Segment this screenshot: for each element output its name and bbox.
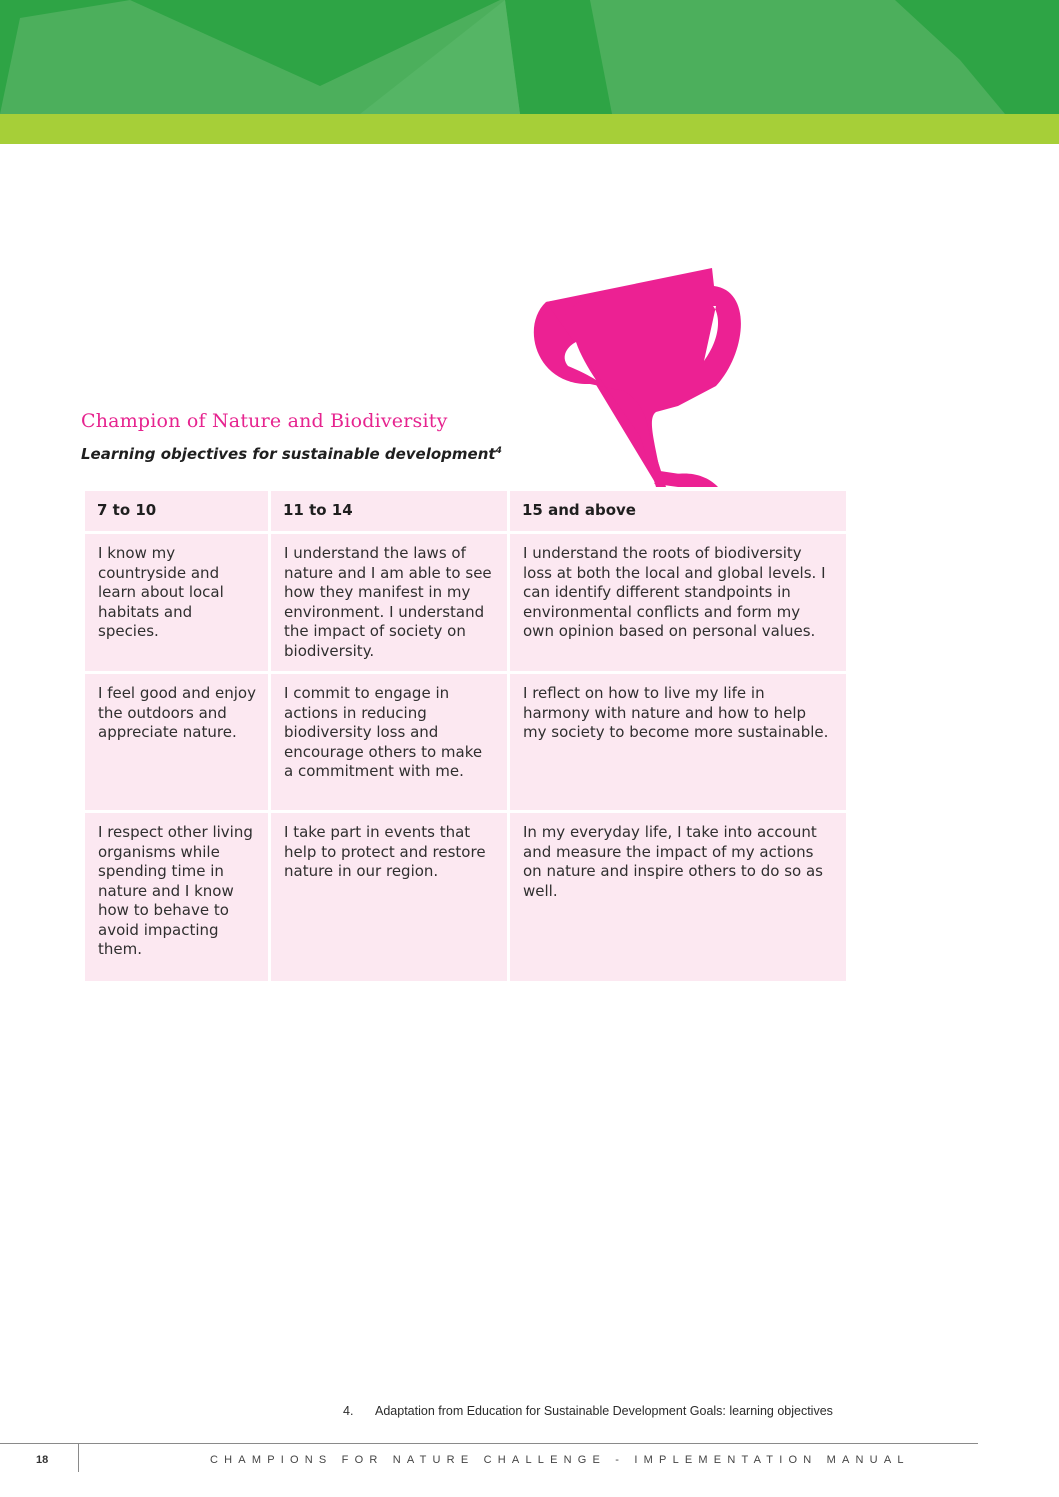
running-title: CHAMPIONS FOR NATURE CHALLENGE - IMPLEMENTATION MANUAL [210, 1454, 910, 1466]
banner-lime-stripe [0, 114, 1059, 144]
footer-divider [78, 1443, 79, 1472]
table-cell: I respect other living organisms while spending time in nature and I know how to behave to avoid impacting them. [85, 813, 268, 981]
footnote-reference: 4 [495, 446, 502, 456]
table-cell: I reflect on how to live my life in harmony with nature and how to help my society to become more sustainable. [510, 674, 846, 810]
page-number: 18 [36, 1454, 49, 1466]
column-header-11-to-14: 11 to 14 [271, 491, 507, 531]
footnote [343, 1404, 833, 1418]
table-cell: In my everyday life, I take into account and measure the impact of my actions on nature and inspire others to do so as well. [510, 813, 846, 981]
table-row [85, 674, 846, 810]
table-header-row [85, 491, 846, 531]
footnote-text: Adaptation from Education for Sustainable Development Goals: learning objectives [375, 1404, 833, 1418]
footer-rule [0, 1443, 978, 1444]
section-title: Champion of Nature and Biodiversity [81, 410, 448, 432]
table-cell: I know my countryside and learn about local habitats and species. [85, 534, 268, 671]
table-row [85, 813, 846, 981]
table-cell: I understand the laws of nature and I am able to see how they manifest in my environment. I understand the impact of society on biodiversity. [271, 534, 507, 671]
header-banner [0, 0, 1059, 144]
table-cell: I feel good and enjoy the outdoors and appreciate nature. [85, 674, 268, 810]
table-row [85, 534, 846, 671]
table-cell: I take part in events that help to protect and restore nature in our region. [271, 813, 507, 981]
section-subtitle [81, 445, 502, 463]
trophy-icon [528, 266, 752, 488]
column-header-7-to-10: 7 to 10 [85, 491, 268, 531]
column-header-15-and-above: 15 and above [510, 491, 846, 531]
table-cell: I commit to engage in actions in reducing biodiversity loss and encourage others to make a commitment with me. [271, 674, 507, 810]
footnote-number: 4. [343, 1404, 354, 1418]
subtitle-text: Learning objectives for sustainable development [81, 445, 496, 463]
learning-objectives-table [82, 488, 849, 984]
table-cell: I understand the roots of biodiversity loss at both the local and global levels. I can identify different standpoints in environmental conflicts and form my own opinion based on personal values. [510, 534, 846, 671]
